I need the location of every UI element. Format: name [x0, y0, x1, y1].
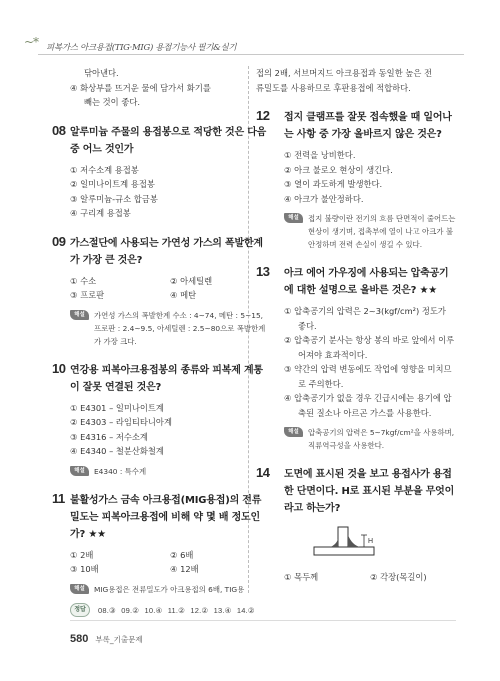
question-text: 접지 클램프를 잘못 접속했을 때 일어나는 사항 중 가장 올바르지 않은 것은? — [284, 112, 452, 140]
option: ② 6배 — [170, 549, 194, 560]
option: ② E4303 – 라임티타니아계 — [70, 417, 172, 427]
explanation — [284, 212, 456, 251]
continuation-line: 류밀도를 사용하므로 후판용접에 적합하다. — [256, 82, 411, 93]
option: ② 아크 불로오 현상이 생긴다. — [284, 164, 393, 175]
left-continuation — [70, 66, 270, 110]
explanation — [70, 465, 270, 478]
explanation-text: MIG용접은 전류밀도가 아크용접의 6배, TIG용 — [94, 584, 245, 594]
options — [284, 570, 456, 585]
right-column — [256, 66, 456, 585]
explanation-badge: 해설 — [284, 213, 303, 223]
option: ② 압축공기 분사는 항상 봉의 바로 앞에서 이루어져야 효과적이다. — [284, 335, 455, 360]
options — [284, 304, 456, 420]
option: ④ 구리계 용접봉 — [70, 208, 131, 218]
option: ② 각장(목길이) — [370, 572, 427, 582]
option: ① 목두께 — [284, 572, 319, 582]
option: ③ 알루미늄-규소 합금봉 — [70, 193, 158, 204]
question-text: 알루미늄 주물의 용접봉으로 적당한 것은 다음 중 어느 것인가 — [70, 126, 267, 155]
answer-badge: 정답 — [70, 603, 90, 617]
option: ① 수소 — [70, 275, 97, 286]
question-text: 연강용 피복아크용접봉의 종류와 피복제 계통이 잘못 연결된 것은? — [70, 364, 263, 393]
option: ② 아세틸렌 — [170, 275, 213, 286]
vertical-plate — [338, 527, 348, 547]
question-number: 13 — [256, 264, 270, 279]
question-number: 08 — [52, 122, 66, 138]
explanation-text: 압축공기의 압력은 5~7kgf/cm²을 사용하며, 직류역극성을 사용한다. — [308, 428, 455, 450]
right-continuation — [256, 66, 456, 95]
base-plate — [314, 547, 374, 555]
option: ③ 약간의 압력 변동에도 작업에 영향을 미치므로 주의한다. — [284, 364, 452, 389]
page-number: 580 — [70, 633, 89, 645]
explanation-text: 접지 불량이란 전기의 흐름 단면적이 줄어드는 현상이 생기며, 접촉부에 열이 나고 아크가 불안정하며 전력 손실이 생길 수 있다. — [308, 214, 456, 249]
options — [70, 548, 270, 577]
option: ③ 프로판 — [70, 290, 105, 300]
question-number: 11 — [52, 490, 65, 506]
option: ④ 아크가 불안정하다. — [284, 193, 364, 204]
question-text: 가스절단에 사용되는 가연성 가스의 폭발한계가 가장 큰 것은? — [70, 237, 263, 266]
header-decoration: ~* — [24, 35, 39, 49]
option: ③ 10배 — [70, 564, 99, 574]
question-09 — [52, 233, 270, 348]
explanation-badge: 해설 — [284, 427, 303, 437]
explanation-badge: 해설 — [70, 310, 89, 320]
question-text: 아크 에어 가우징에 사용되는 압축공기에 대한 설명으로 올바른 것은? ★★ — [284, 268, 449, 296]
explanation — [70, 309, 270, 348]
question-number: 10 — [52, 360, 66, 376]
fillet-weld-left — [330, 539, 338, 547]
explanation-text: 가연성 가스의 폭발한계 수소 : 4~74, 메탄 : 5~15, 프로판 : 2.4~9.5, 아세틸렌 : 2.5~80으로 폭발한계가 가장 크다. — [94, 310, 266, 346]
question-text: 불활성가스 금속 아크용접(MIG용접)의 전류 밀도는 피복아크용접에 비해 약 몇 배 정도인가? ★★ — [70, 494, 262, 540]
continuation-line: 접의 2배, 서브머지드 아크용접과 동일한 높은 전 — [256, 68, 433, 78]
option: ④ E4340 – 철분산화철계 — [70, 446, 164, 456]
options — [70, 401, 270, 459]
option: ④ 메탄 — [170, 290, 197, 300]
options — [70, 163, 270, 221]
options — [70, 274, 270, 303]
h-label: H — [368, 538, 374, 545]
left-column — [52, 66, 270, 596]
question-13 — [256, 265, 456, 452]
question-11 — [52, 490, 270, 596]
option: ① 2배 — [70, 549, 94, 560]
explanation — [70, 583, 270, 596]
header-rule — [38, 54, 464, 55]
option: ① E4301 – 일미나이트계 — [70, 402, 164, 413]
question-number: 14 — [256, 465, 270, 480]
option: ① 압축공기의 압력은 2~3(kgf/cm²) 정도가 좋다. — [284, 306, 446, 331]
question-10 — [52, 360, 270, 478]
question-08 — [52, 122, 270, 221]
page-header — [0, 0, 500, 58]
page-footer — [70, 633, 143, 645]
options — [284, 148, 456, 206]
question-number: 12 — [256, 108, 270, 123]
continuation-line: 닦아낸다. — [84, 68, 119, 78]
header-title: 피복가스 아크용접(TIG·MIG) 용접기능사 필기&실기 — [46, 43, 237, 53]
question-12 — [256, 109, 456, 251]
option: ④ 압축공기가 없을 경우 긴급시에는 용기에 압축된 질소나 아르곤 가스를 사용한다. — [284, 393, 452, 418]
explanation-text: E4340 : 특수계 — [94, 466, 147, 476]
weld-cross-section-figure — [312, 523, 392, 557]
answer-bar — [70, 603, 255, 617]
option: ③ 열이 과도하게 발생한다. — [284, 179, 383, 189]
answer-list: 08.③ 09.② 10.④ 11.② 12.② 13.④ 14.② — [98, 605, 255, 615]
option: ① 저수소계 용접봉 — [70, 164, 139, 175]
continuation-line: 빼는 것이 좋다. — [84, 97, 141, 107]
question-number: 09 — [52, 233, 66, 249]
question-text: 도면에 표시된 것을 보고 용접사가 용접한 단면이다. H로 표시된 부분을 무엇이라고 하는가? — [284, 469, 455, 514]
option: ② 일미나이트계 용접봉 — [70, 179, 155, 189]
explanation-badge: 해설 — [70, 584, 89, 594]
explanation — [284, 426, 456, 452]
option: ① 전력을 낭비한다. — [284, 150, 356, 160]
answer-rule — [70, 620, 456, 621]
option: ④ 12배 — [170, 564, 199, 574]
fillet-weld — [348, 535, 360, 547]
question-14 — [256, 466, 456, 585]
explanation-badge: 해설 — [70, 466, 89, 476]
continuation-line: ④ 화상부를 뜨거운 물에 담가서 화기를 — [70, 82, 211, 93]
footer-label: 부록_기출문제 — [95, 635, 143, 644]
option: ③ E4316 – 저수소계 — [70, 431, 148, 442]
